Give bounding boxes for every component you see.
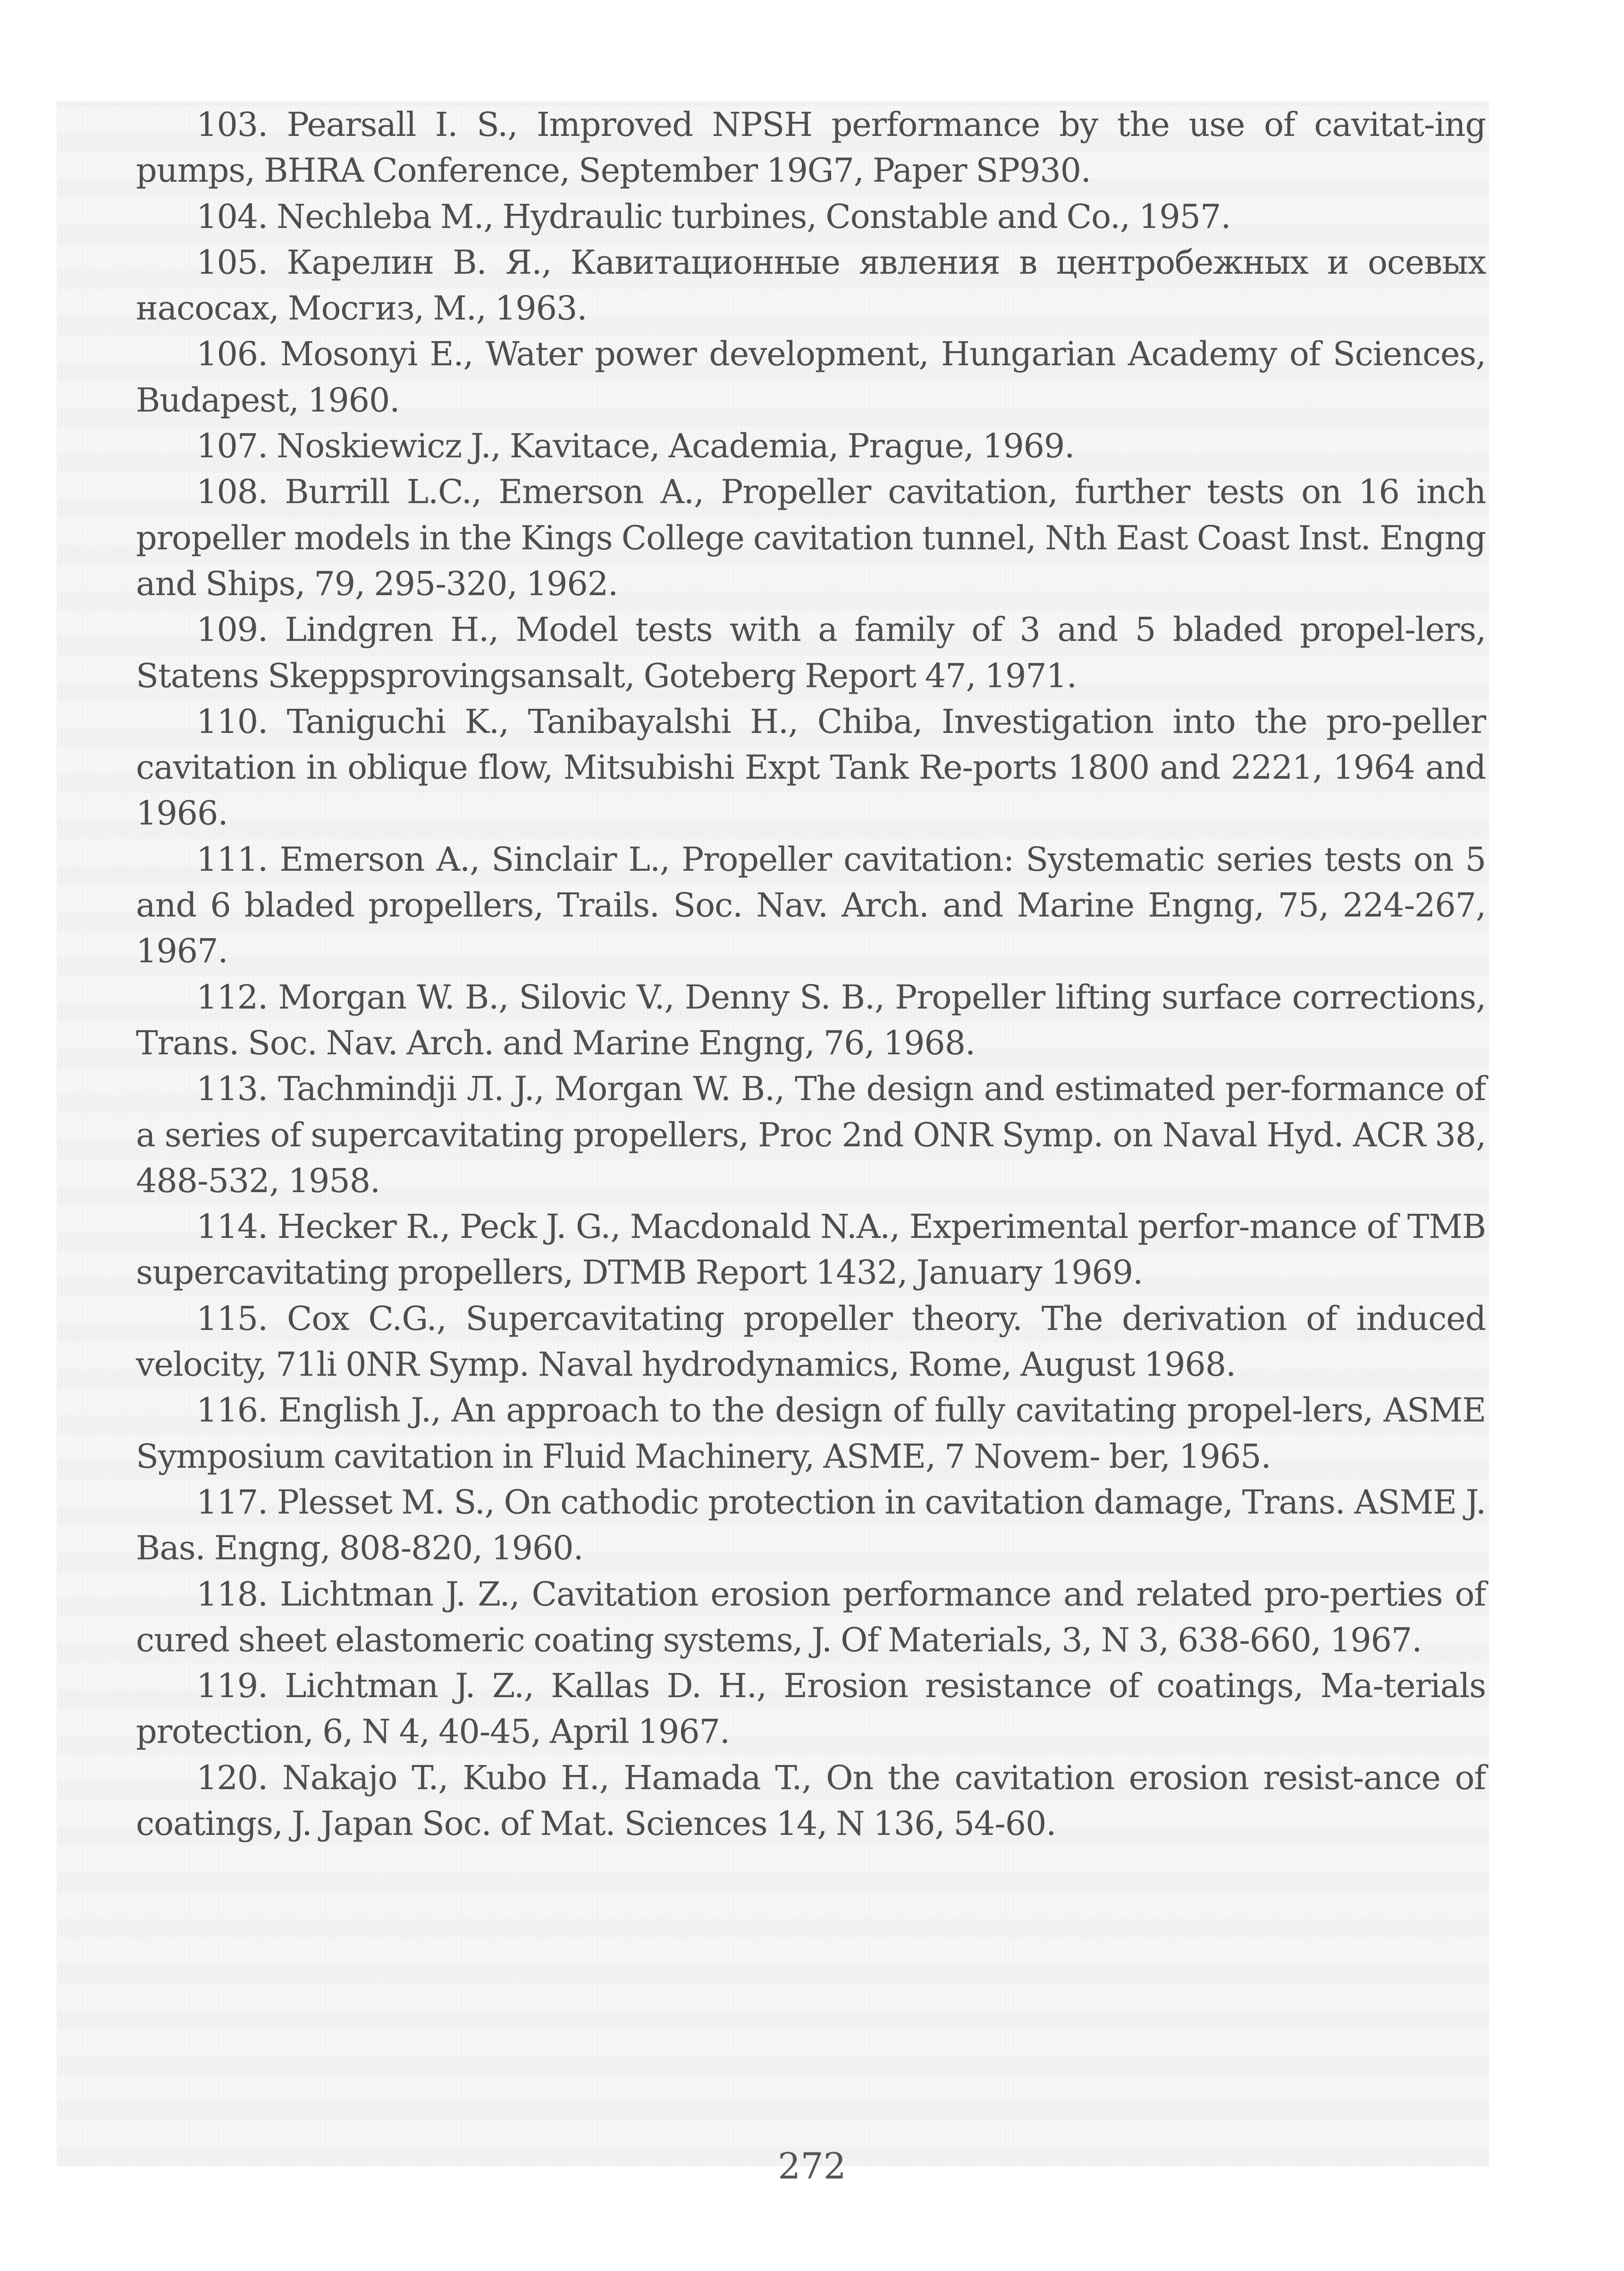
- reference-item: [136, 194, 1486, 240]
- page-number: 272: [777, 2145, 847, 2187]
- reference-number: 115.: [196, 1299, 268, 1338]
- reference-number: 118.: [196, 1574, 268, 1614]
- reference-text: English J., An approach to the design of fully cavitating propel-lers, ASME Symposium cavitation in Fluid Machinery, ASME, 7 Novem- ber, 1965.: [136, 1391, 1486, 1476]
- reference-number: 111.: [196, 840, 268, 879]
- reference-text: Tachmindji Л. J., Morgan W. B., The design and estimated per-formance of a series of supercavitating propellers, Proc 2nd ONR Symp. on Naval Hyd. ACR 38, 488-532, 1958.: [136, 1069, 1486, 1200]
- reference-list: [136, 102, 1486, 1847]
- reference-text: Lindgren H., Model tests with a family of 3 and 5 bladed propel-lers, Statens Skeppsprovingsansalt, Goteberg Report 47, 1971.: [136, 610, 1486, 695]
- reference-number: 104.: [196, 197, 268, 236]
- reference-item: [136, 331, 1486, 423]
- reference-item: [136, 975, 1486, 1067]
- reference-text: Mosonyi E., Water power development, Hungarian Academy of Sciences, Budapest, 1960.: [136, 335, 1486, 420]
- reference-number: 105.: [196, 243, 268, 282]
- reference-number: 103.: [196, 105, 268, 144]
- reference-text: Emerson A., Sinclair L., Propeller cavitation: Systematic series tests on 5 and 6 bladed propellers, Trails. Soc. Nav. Arch. and Marine Engng, 75, 224-267, 1967.: [136, 840, 1486, 971]
- reference-text: Lichtman J. Z., Cavitation erosion performance and related pro-perties of cured sheet elastomeric coating systems, J. Of Materials, 3, N 3, 638-660, 1967.: [136, 1574, 1486, 1659]
- reference-text: Карелин В. Я., Кавитационные явления в центробежных и осевых насосах, Мосгиз, М., 1963.: [136, 243, 1486, 328]
- reference-number: 117.: [196, 1482, 268, 1522]
- reference-number: 107.: [196, 427, 268, 466]
- reference-item: [136, 423, 1486, 469]
- reference-number: 120.: [196, 1758, 268, 1797]
- reference-item: [136, 469, 1486, 607]
- reference-item: [136, 607, 1486, 699]
- reference-number: 113.: [196, 1069, 268, 1109]
- reference-item: [136, 1663, 1486, 1755]
- reference-text: Cox C.G., Supercavitating propeller theory. The derivation of induced velocity, 71li 0NR Symp. Naval hydrodynamics, Rome, August 1968.: [136, 1299, 1486, 1384]
- reference-item: [136, 1572, 1486, 1664]
- reference-text: Nakajo T., Kubo H., Hamada T., On the cavitation erosion resist-ance of coatings, J. Japan Soc. of Mat. Sciences 14, N 136, 54-60.: [136, 1758, 1486, 1843]
- reference-number: 116.: [196, 1391, 268, 1430]
- reference-item: [136, 240, 1486, 332]
- reference-item: [136, 1296, 1486, 1388]
- reference-item: [136, 837, 1486, 975]
- reference-number: 108.: [196, 472, 268, 512]
- reference-item: [136, 1066, 1486, 1204]
- reference-number: 109.: [196, 610, 268, 649]
- reference-text: Morgan W. B., Silovic V., Denny S. B., Propeller lifting surface corrections, Trans. Soc. Nav. Arch. and Marine Engng, 76, 1968.: [136, 977, 1486, 1062]
- reference-item: [136, 1388, 1486, 1480]
- reference-number: 112.: [196, 977, 268, 1017]
- reference-text: Noskiewicz J., Kavitace, Academia, Prague, 1969.: [277, 427, 1075, 466]
- reference-text: Burrill L.C., Emerson A., Propeller cavitation, further tests on 16 inch propeller models in the Kings College cavitation tunnel, Nth East Coast Inst. Engng and Ships, 79, 295-320, 1962.: [136, 472, 1486, 603]
- reference-number: 119.: [196, 1666, 268, 1706]
- reference-number: 110.: [196, 702, 268, 741]
- reference-text: Plesset M. S., On cathodic protection in cavitation damage, Trans. ASME J. Bas. Engng, 808-820, 1960.: [136, 1482, 1486, 1568]
- reference-item: [136, 699, 1486, 837]
- reference-item: [136, 1755, 1486, 1847]
- reference-text: Pearsall I. S., Improved NPSH performance by the use of cavitat-ing pumps, BHRA Conference, September 19G7, Paper SP930.: [136, 105, 1486, 190]
- reference-item: [136, 1480, 1486, 1572]
- reference-text: Taniguchi K., Tanibayalshi H., Chiba, Investigation into the pro-peller cavitation in oblique flow, Mitsubishi Expt Tank Re-ports 1800 and 2221, 1964 and 1966.: [136, 702, 1486, 833]
- reference-text: Hecker R., Peck J. G., Macdonald N.A., Experimental perfor-mance of TMB supercavitating propellers, DTMB Report 1432, January 1969.: [136, 1207, 1486, 1292]
- reference-text: Lichtman J. Z., Kallas D. H., Erosion resistance of coatings, Ma-terials protection, 6, N 4, 40-45, April 1967.: [136, 1666, 1486, 1751]
- reference-number: 106.: [196, 335, 268, 374]
- reference-number: 114.: [196, 1207, 268, 1246]
- reference-text: Nechleba M., Hydraulic turbines, Constable and Co., 1957.: [277, 197, 1231, 236]
- reference-item: [136, 102, 1486, 194]
- reference-item: [136, 1204, 1486, 1296]
